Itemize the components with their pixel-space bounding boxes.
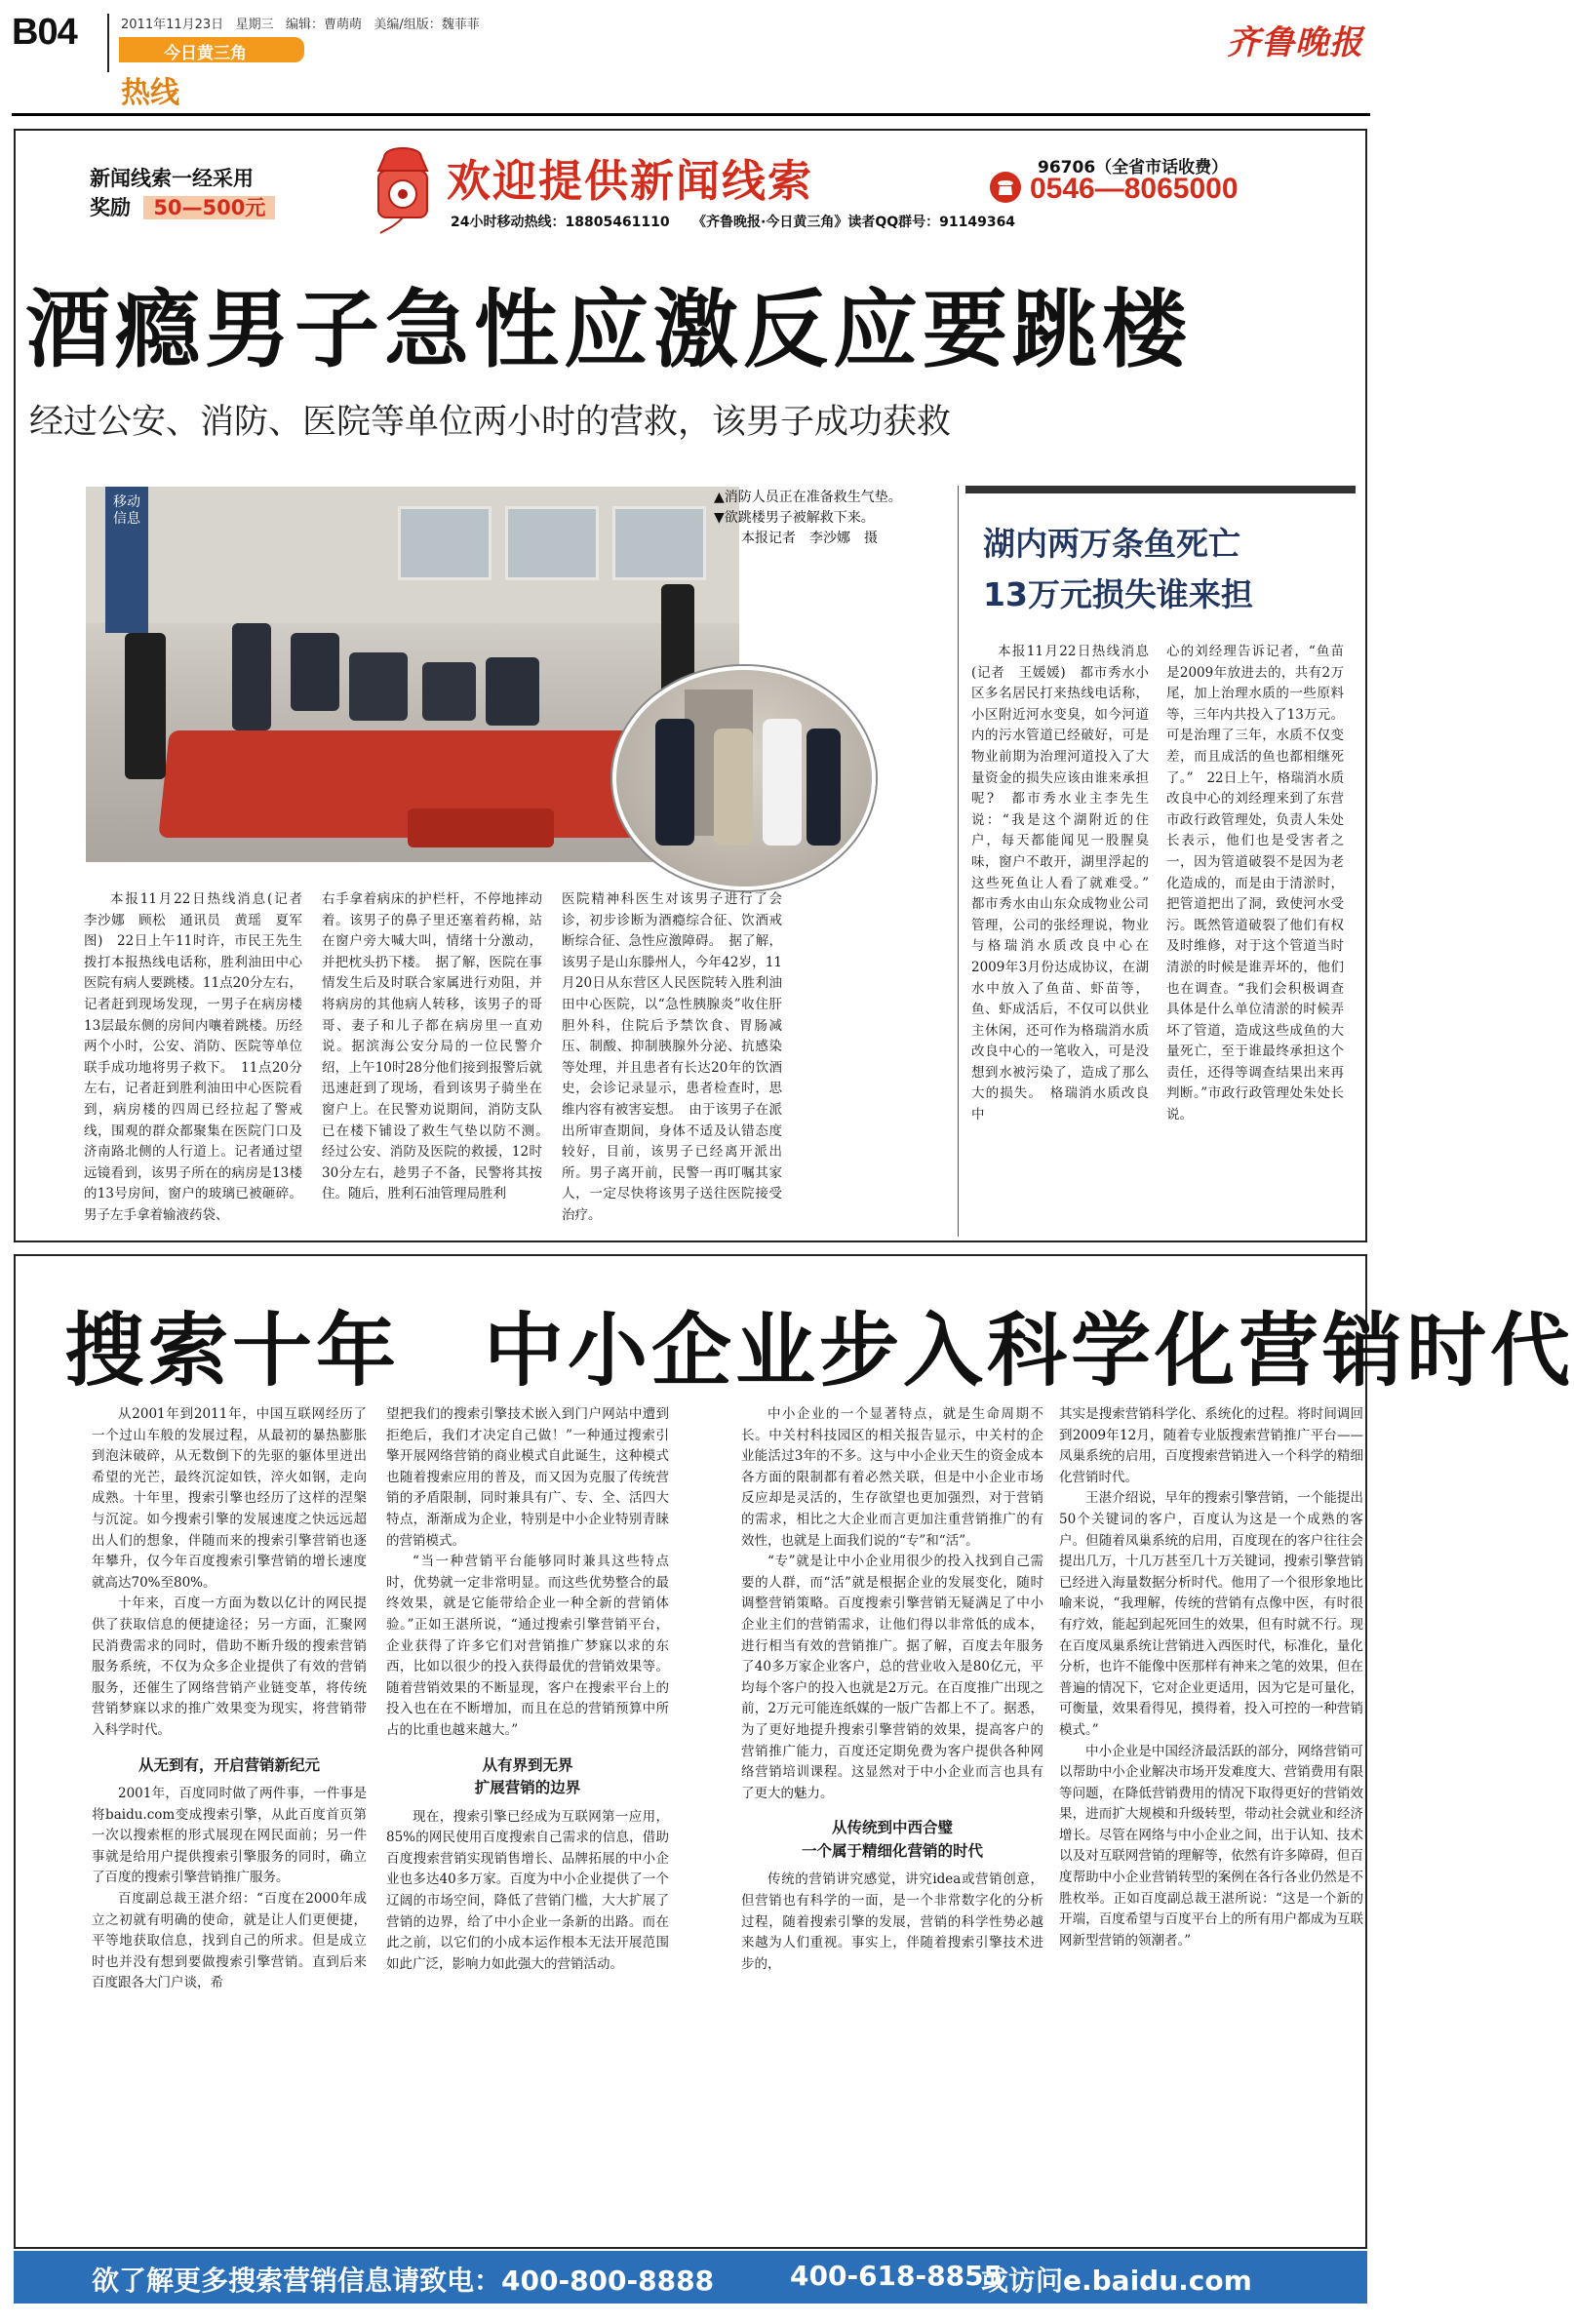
firefighter xyxy=(291,633,339,711)
story1-headline: 酒瘾男子急性应激反应要跳楼 xyxy=(25,280,1192,379)
newspaper-logo: 齐鲁晚报 xyxy=(1227,23,1363,62)
story3-column xyxy=(92,1404,367,2224)
story2-text: 本报11月22日热线消息(记者 王媛媛) 都市秀水小区多名居民打来热线电话称，小区附近河水变臭，如今河道内的污水管道已经破好，可是物业前期为治理河道投入了大量资金的损失应该由谁来承担呢? 都市秀水业主李先生说：“我是这个湖附近的住户，每天都能闻见一股腥臭味，窗户不敢开，湖里浮起的这些死鱼让人看了就难受。” 都市秀水由山东众成物业公司管理，公司的张经理说，物业与格瑞消水质改良中心在2009年3月份达成协议，在湖水中放入了鱼苗、虾苗等，鱼、虾成活后，不仅可以供业主休闲，还可作为格瑞消水质改良中心的一笔收入，可是没想到水被污染了，造成了那么大的损失。 格瑞消水质改良中 xyxy=(971,644,1162,1123)
story2-headline-1: 湖内两万条鱼死亡 xyxy=(983,525,1240,563)
story3-subhead: 从有界到无界 xyxy=(482,1755,573,1774)
photo-caption xyxy=(714,488,909,549)
building-window xyxy=(505,506,599,580)
story2-column xyxy=(1166,642,1344,1227)
story3-column xyxy=(1059,1404,1363,2224)
police-figure xyxy=(655,719,694,846)
story2-text: 心的刘经理告诉记者，“鱼苗是2009年放进去的，共有2万尾，加上治理水质的一些原料等，三年内共投入了13万元。可是治理了三年，水质不仅变差，而且成活的鱼也都相继死了。” 22日上午，格瑞消水质改良中心的刘经理来到了东营市政行政管理处，负责人朱处长表示，他们也是受害者之一，因为管道破裂不是因为老化造成的，而是由于清淤时，把管道把出了洞，致使河水受污。既然管道破裂了他们有权及时维修，对于这个管道当时清淤的时候是谁弄坏的，他们也在调查。“我们会积极调查具体是什么单位清淤的时候弄坏了管道，造成这些成鱼的大量死亡，至于谁最终承担这个责任，还得等调查结果出来再判断。”市政行政管理处朱处长说。 xyxy=(1166,644,1344,1123)
story3-paragraph: 2001年，百度同时做了两件事，一件事是将baidu.com变成搜索引擎，从此百度首页第一次以搜索框的形式展现在网民面前；另一件事就是给用户提供搜索引擎服务的同时，确立了百度的搜索引擎营销推广服务。 xyxy=(92,1786,367,1886)
story3-paragraph: 中小企业是中国经济最活跃的部分，网络营销可以帮助中小企业解决市场开发难度大、营销费用有限等问题，在降低营销费用的情况下取得更好的营销效果，进而扩大规模和升级转型，带动社会就业和经济增长。尽管在网络与中小企业之间，出于认知、技术以及对互联网营销的理解等，依然有许多障碍，但百度帮助中小企业营销转型的案例在各行各业仍然是不胜枚举。正如百度副总裁王湛所说：“这是一个新的开端，百度希望与百度平台上的所有用户都成为互联网新型营销的领潮者。” xyxy=(1059,1743,1363,1949)
man-figure xyxy=(714,729,753,846)
story3-paragraph: 传统的营销讲究感觉，讲究idea或营销创意，但营销也有科学的一面，是一个非常数字化的分析过程，随着搜索引擎的发展，营销的科学性势必越来越为人们重视。事实上，伴随着搜索引擎技术进步的， xyxy=(741,1871,1043,1972)
story1-column xyxy=(562,889,782,1231)
phone-icon xyxy=(989,171,1022,204)
story3-paragraph: 望把我们的搜索引擎技术嵌入到门户网站中遭到拒绝后，我们才决定自己做！”一种通过搜索引擎开展网络营销的商业模式自此诞生，这种模式也随着搜索应用的普及，而又因为克服了传统营销的矛盾限制，同时兼具有广、专、全、活四大特点，渐渐成为企业，特别是中小企业特别青睐的营销模式。 xyxy=(386,1406,669,1549)
caption-credit: 本报记者 李沙娜 摄 xyxy=(741,531,878,546)
story3-paragraph: 十年来，百度一方面为数以亿计的网民提供了获取信息的便捷途径；另一方面，汇聚网民消费需求的同时，借助不断升级的搜索营销服务系统，不仅为众多企业提供了有效的营销服务，还催生了网络营销产业链变革，将传统营销梦寐以求的推广效果变为现实，将营销带入科学时代。 xyxy=(92,1595,367,1738)
doctor-figure xyxy=(763,719,802,846)
hotline-24h: 24小时移动热线：18805461110 xyxy=(451,215,670,230)
sign-post-label: 移动信息 xyxy=(113,494,140,527)
bystander xyxy=(125,633,166,779)
story3-paragraph: 其实是搜索营销科学化、系统化的过程。将时间调回到2009年12月，随着专业版搜索营销推广平台——凤巢系统的启用，百度搜索营销进入一个科学的精细化营销时代。 xyxy=(1059,1406,1363,1485)
welcome-title: 欢迎提供新闻线索 xyxy=(447,155,814,207)
story2-headline-2: 13万元损失谁来担 xyxy=(983,575,1253,613)
building-window xyxy=(612,506,706,580)
story1-text: 本报11月22日热线消息(记者 李沙娜 顾松 通讯员 黄瑶 夏军图) 22日上午11时许，市民王先生拨打本报热线电话称，胜利油田中心医院有病人要跳楼。11点20分左右，记者赶到现场发现，一男子在病房楼13层最东侧的房间内嚷着跳楼。历经两个小时，公安、消防、医院等单位联手成功地将男子救下。 11点20分左右，记者赶到胜利油田中心医院看到，病房楼的四周已经拉起了警戒线，围观的群众都聚集在医院门口及济南路北侧的人行道上。记者通过望远镜看到，该男子所在的病房是13楼的13号房间，窗户的玻璃已被砸碎。男子左手拿着输液药袋、 xyxy=(84,891,316,1223)
firefighter xyxy=(486,657,539,726)
section-top-label: 今日黄三角 xyxy=(164,44,247,63)
reward-label: 奖励 xyxy=(90,196,131,219)
footer-website: 或访问e.baidu.com xyxy=(981,2265,1252,2297)
issue-weekday: 星期三 xyxy=(235,18,274,32)
footer-phone-2: 400-618-8855 xyxy=(790,2260,1003,2292)
story2-headline-bar xyxy=(965,486,1356,493)
telephone-icon xyxy=(367,141,439,235)
story1-column xyxy=(322,889,556,1231)
story3-headline: 搜索十年 中小企业步入科学化营销时代 xyxy=(64,1305,1574,1398)
story3-subhead: 从传统到中西合璧 xyxy=(831,1819,953,1837)
story3-paragraph: 现在，搜索引擎已经成为互联网第一应用，85%的网民使用百度搜索自己需求的信息，借助百度搜索营销实现销售增长、品牌拓展的中小企业也多达40多万家。百度为中小企业提供了一个辽阔的市场空间，降低了营销门槛，大大扩展了营销的边界，给了中小企业一条新的出路。而在此之前，以它们的小成本运作根本无法开展范围如此广泛，影响力如此强大的营销活动。 xyxy=(386,1808,669,1972)
hotline-phone: 0546—8065000 xyxy=(1030,173,1239,205)
banner xyxy=(84,141,1352,239)
section-label: 热线 xyxy=(121,76,179,110)
story3-column xyxy=(386,1404,669,2224)
footer-text-1: 欲了解更多搜索营销信息请致电：400-800-8888 xyxy=(92,2265,715,2297)
building-window xyxy=(398,506,492,580)
editor: 编辑：曹萌萌 xyxy=(286,18,363,32)
firefighter xyxy=(349,652,408,721)
firefighter xyxy=(232,623,271,730)
page-code: B04 xyxy=(12,12,77,53)
story1-text: 医院精神科医生对该男子进行了会诊，初步诊断为酒瘾综合征、饮酒戒断综合征、急性应激障碍。 据了解，该男子是山东滕州人，今年42岁，11月20日从东营区人民医院转入胜利油田中心医院，以“急性胰腺炎”收住肝胆外科，住院后予禁饮食、胃肠减压、制酸、抑制胰腺外分泌、抗感染等处理，并且患者有长达20年的饮酒史，会诊记录显示，患者检查时，思维内容有被害妄想。 由于该男子在派出所审查期间，身体不适及认错态度较好，目前，该男子已经离开派出所。男子离开前，民警一再叮嘱其家人，一定尽快将该男子送往医院接受治疗。 xyxy=(562,891,782,1223)
story3-paragraph: 从2001年到2011年，中国互联网经历了一个过山车般的发展过程，从最初的暴热膨胀到泡沫破碎，从无数倒下的先驱的躯体里迸出希望的光芒，最终沉淀如铁，淬火如钢，走向成熟。十年里，搜索引擎也经历了这样的涅槃与沉淀。如今搜索引擎的发展速度之快远远超出人们的想象，伴随而来的搜索引擎营销也逐年攀升，仅今年百度搜索引擎营销的增长速度就高达70%至80%。 xyxy=(92,1406,367,1591)
service-number: 96706（全省市话收费） xyxy=(1038,158,1229,177)
story1-subheadline: 经过公安、消防、医院等单位两小时的营救，该男子成功获救 xyxy=(29,403,952,442)
qq-group: 《齐鲁晚报·今日黄三角》读者QQ群号：91149364 xyxy=(692,215,1016,230)
reward-amount: 50—500元 xyxy=(143,196,275,219)
story3-subhead: 扩展营销的边界 xyxy=(474,1779,581,1797)
story3-paragraph: “专”就是让中小企业用很少的投入找到自己需要的人群，而“活”就是根据企业的发展变化，随时调整营销策略。百度搜索引擎营销无疑满足了中小企业主们的营销需求，让他们得以非常低的成本，进行相当有效的营销推广。据了解，百度去年服务了40多万家企业客户，总的营业收入是80亿元，平均每个客户的投入也就是2万元。在百度推广出现之前，2万元可能连纸媒的一版广告都上不了。据悉，为了更好地提升搜索引擎营销的效果，提高客户的营销推广能力，百度还定期免费为客户提供各种网络营销培训课程。这显然对于中小企业而言也具有了更大的魅力。 xyxy=(741,1554,1043,1801)
police-figure xyxy=(807,729,841,846)
story1-column xyxy=(84,889,316,1231)
designer: 美编/组版：魏菲菲 xyxy=(374,18,480,32)
story3-paragraph: 中小企业的一个显著特点，就是生命周期不长。中关村科技园区的相关报告显示，中关村的企业能活过3年的不多。这与中小企业天生的资金成本各方面的限制都有着必然关联，但是中小企业市场反应却是灵活的，生存欲望也更加强烈，对于营销的需求，相比之大企业而言更加注重营销推广的有效性，也就是上面我们说的“专”和“活”。 xyxy=(741,1406,1043,1549)
story2-divider xyxy=(958,486,959,1237)
caption-1: ▲消防人员正在准备救生气垫。 xyxy=(714,490,902,505)
story3-paragraph: 百度副总裁王湛介绍：“百度在2000年成立之初就有明确的使命，就是让人们更便捷，平等地获取信息，找到自己的所求。但是成立时也并没有想到要做搜索引擎营销。直到后来百度跟各大门户谈，希 xyxy=(92,1891,367,1991)
vertical-divider xyxy=(107,14,109,72)
footer-ad xyxy=(14,2251,1367,2304)
issue-date: 2011年11月23日 xyxy=(121,18,224,32)
story3-paragraph: 王湛介绍说，早年的搜索引擎营销，一个能提出50个关键词的客户，百度认为这是一个成熟的客户。但随着凤巢系统的启用，百度现在的客户往往会提出几万，十几万甚至几十万关键词，搜索引擎营销已经进入海量数据分析时代。他用了一个很形象地比喻来说，“我理解，传统的营销有点像中医，有时很有疗效，能起到起死回生的效果，但有时就不行。现在百度凤巢系统让营销进入西医时代，标准化，量化分析，也许不能像中医那样有神来之笔的效果，但在普遍的情况下，它对企业更适用，因为它是可量化，可衡量，效果看得见，摸得着，投入可控的一种营销模式。” xyxy=(1059,1490,1363,1738)
story2-column xyxy=(971,642,1162,1227)
air-cushion-fold xyxy=(408,808,554,847)
story1-text: 右手拿着病床的护栏杆，不停地摔动着。该男子的鼻子里还塞着药棉，站在窗户旁大喊大叫，情绪十分激动，并把枕头扔下楼。 据了解，医院在事情发生后及时联合家属进行劝阻，并将病房的其他病人转移，该男子的哥哥、妻子和儿子都在病房里一直劝说。据滨海公安分局的一位民警介绍，上午10时28分他们接到报警后就迅速赶到了现场，看到该男子骑坐在窗户上。在民警劝说期间，消防支队已在楼下铺设了救生气垫以防不测。 经过公安、消防及医院的救援，12时30分左右，趁男子不备，民警将其按住。随后，胜利石油管理局胜利 xyxy=(322,891,556,1202)
story3-subhead: 从无到有，开启营销新纪元 xyxy=(138,1755,320,1774)
caption-2: ▼欲跳楼男子被解救下来。 xyxy=(714,510,875,526)
header-meta xyxy=(121,14,480,32)
firefighter xyxy=(422,662,476,721)
story3-column xyxy=(741,1404,1043,2224)
story3-subhead: 一个属于精细化营销的时代 xyxy=(801,1841,983,1860)
header-rule xyxy=(12,113,1370,116)
reward-line1: 新闻线索一经采用 xyxy=(90,167,254,190)
inset-photo xyxy=(612,666,876,890)
reward-line2 xyxy=(90,192,275,221)
story3-paragraph: “当一种营销平台能够同时兼具这些特点时，优势就一定非常明显。而这些优势整合的最终效果，就是它能带给企业一种全新的营销体验。”正如王湛所说，“通过搜索引擎营销平台，企业获得了许多它们对营销推广梦寐以求的东西，比如以很少的投入获得最优的营销效果等。随着营销效果的不断显现，客户在搜索平台上的投入也在在不断增加，而且在总的营销预算中所占的比重也越来越大。” xyxy=(386,1554,669,1738)
